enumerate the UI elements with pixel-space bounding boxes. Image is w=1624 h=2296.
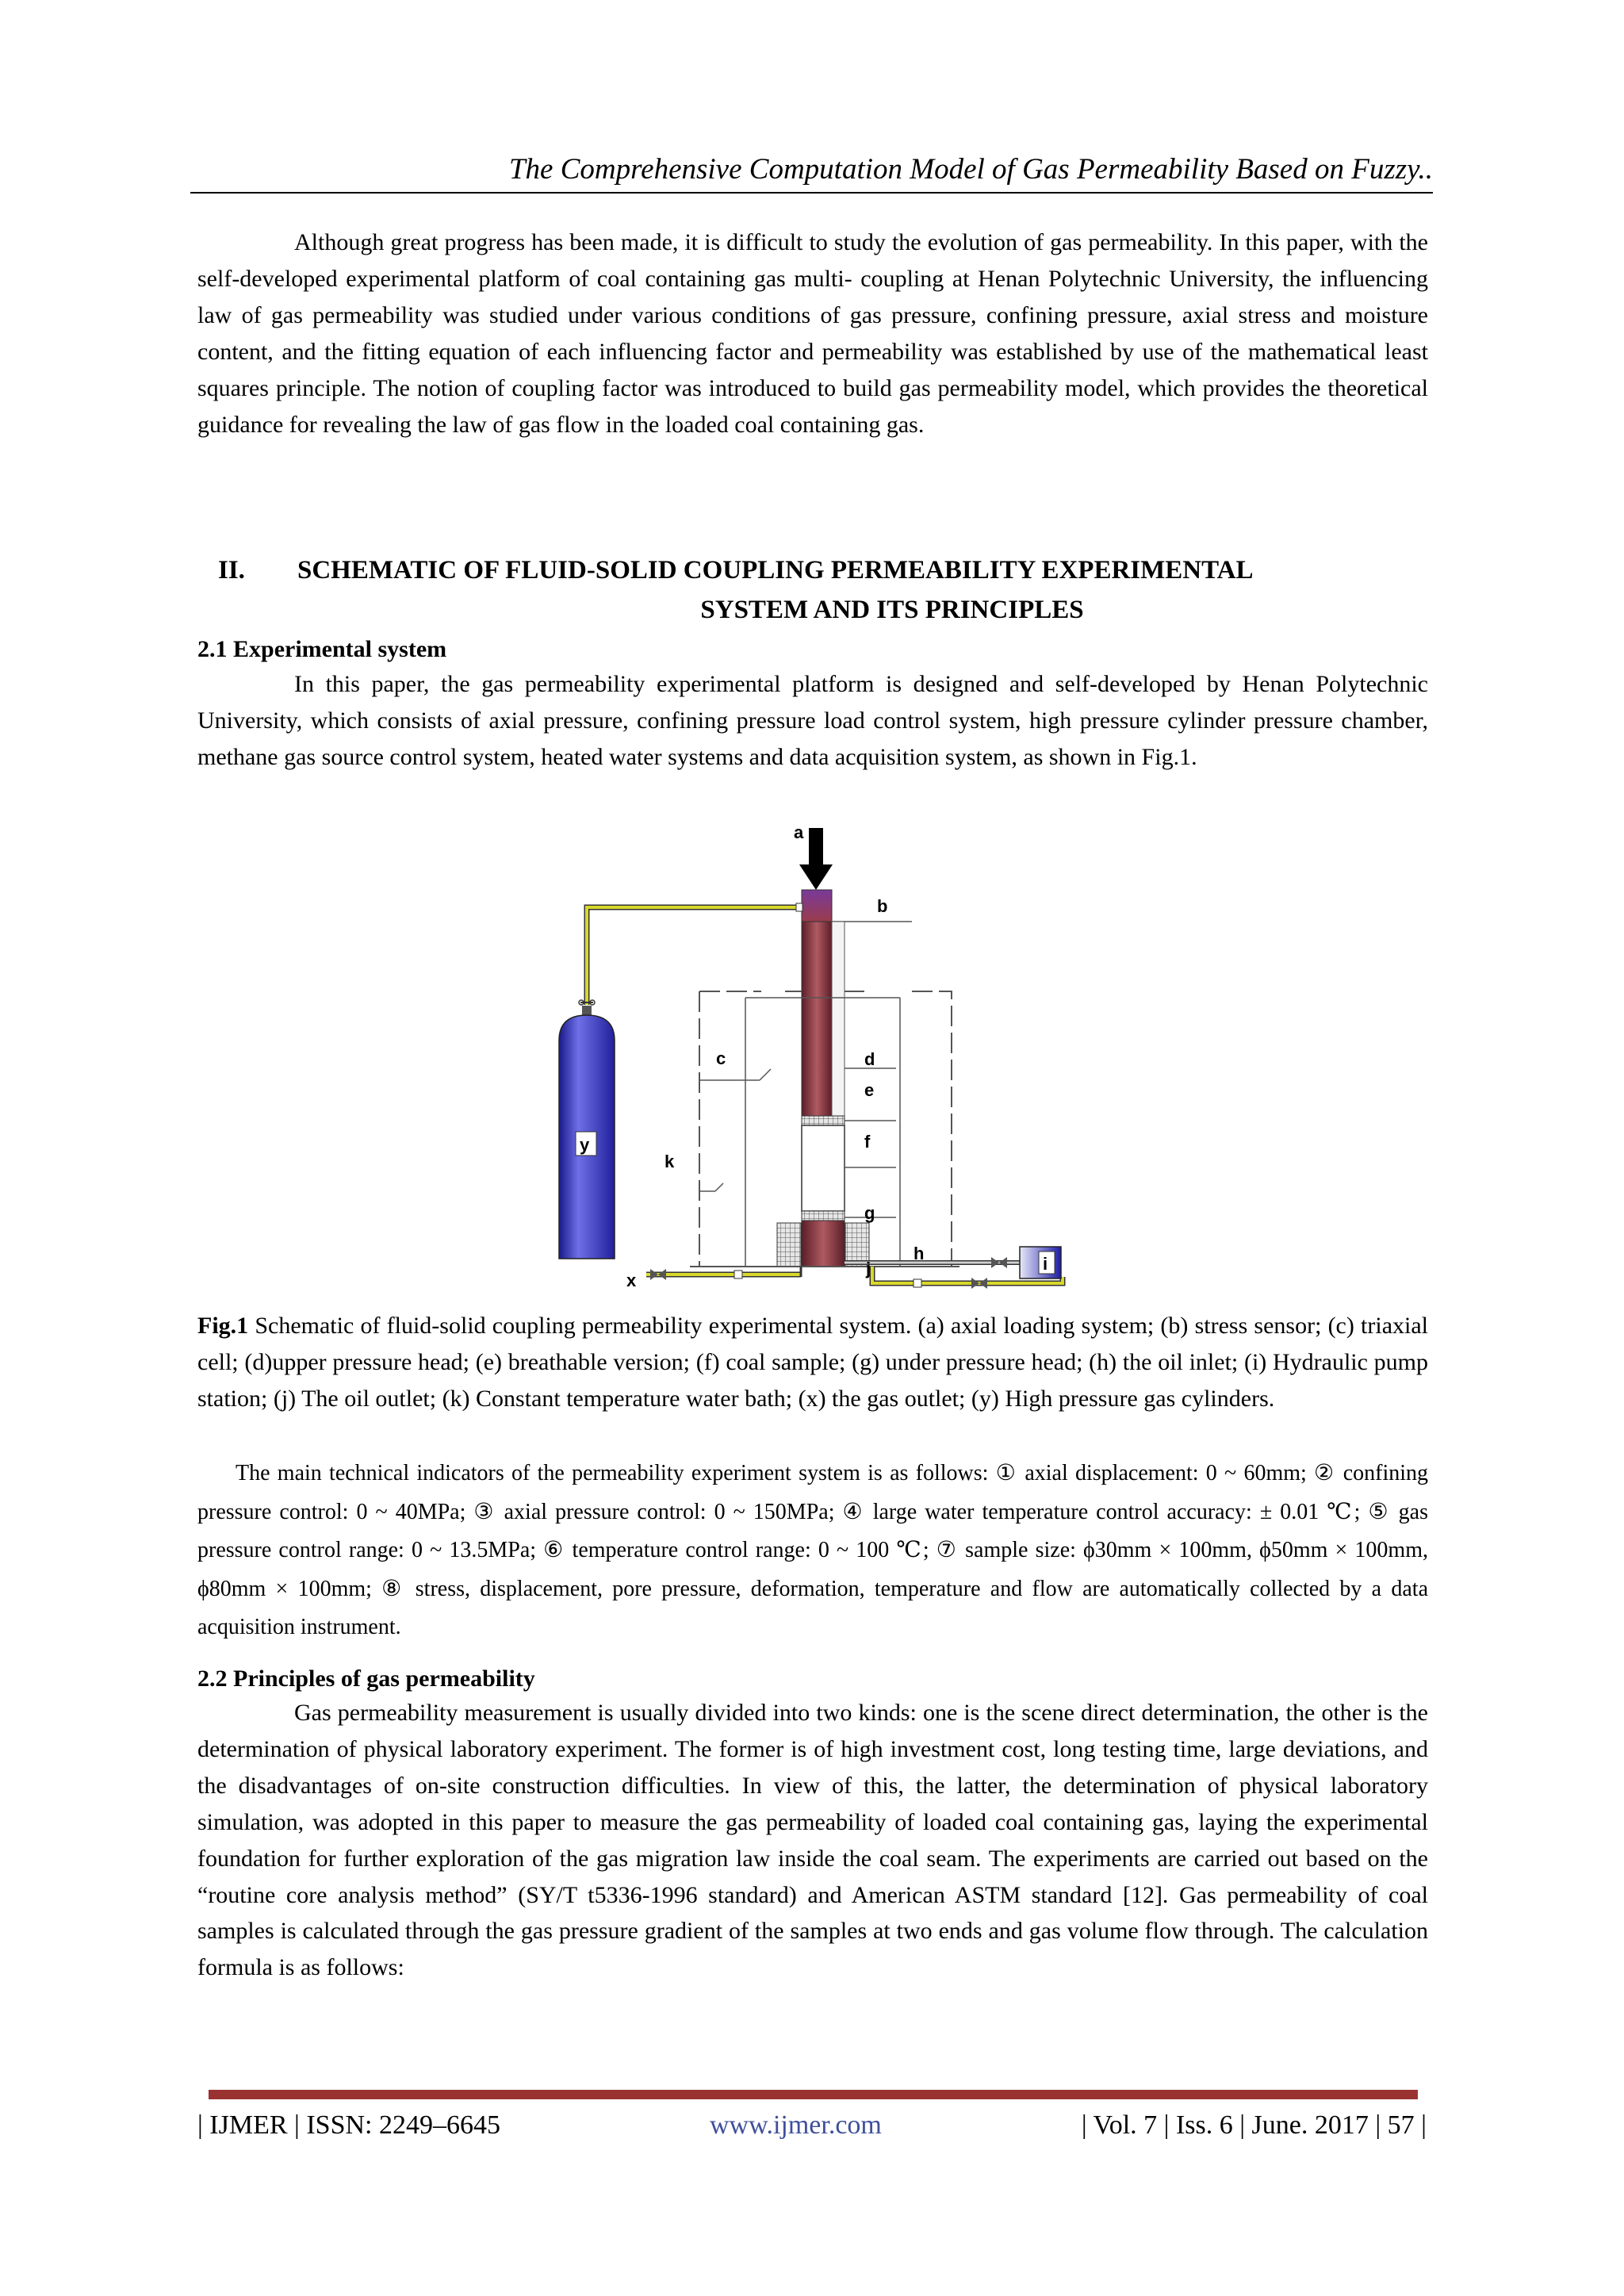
footer-rule xyxy=(209,2090,1418,2099)
label-e: e xyxy=(864,1080,875,1100)
section-2-heading xyxy=(197,550,1428,630)
gas-cylinder xyxy=(559,1000,615,1259)
intro-paragraph: Although great progress has been made, it is difficult to study the evolution of gas permeability. In this paper, with the self-developed experimental platform of coal containing gas multi- coupling at Henan Polytechnic University, the influencing law of gas permeability was studied under various conditions of gas pressure, confining pressure, axial stress and moisture content, and the fitting equation of each influencing factor and permeability was established by use of the mathematical least squares principle. The notion of coupling factor was introduced to build gas permeability model, which provides the theoretical guidance for revealing the law of gas flow in the loaded coal containing gas. xyxy=(197,229,1428,438)
footer-issue: | Vol. 7 | Iss. 6 | June. 2017 | 57 | xyxy=(1081,2110,1427,2140)
footer-journal: | IJMER | ISSN: 2249–6645 xyxy=(197,2110,500,2140)
label-d: d xyxy=(864,1049,875,1069)
label-h: h xyxy=(914,1244,925,1263)
coal-sample xyxy=(802,1125,845,1211)
axial-loading-arrow xyxy=(799,828,833,890)
label-j: j xyxy=(866,1259,871,1278)
upper-pressure-head xyxy=(802,922,832,1116)
figure-1-schematic xyxy=(547,818,1086,1306)
header-rule xyxy=(190,192,1433,194)
subsection-2-2-paragraph: Gas permeability measurement is usually divided into two kinds: one is the scene direct determination, the other is the determination of physical laboratory experiment. The former is of high investment cost, long testing time, large deviations, and the disadvantages of on-site construction difficulties. In view of this, the latter, the determination of physical laboratory simulation, was adopted in this paper to measure the gas permeability of loaded coal containing gas, laying the experimental foundation for further exploration of the gas migration law inside the coal seam. The experiments are carried out based on the “routine core analysis method” (SY/T t5336-1996 standard) and American ASTM standard [12]. Gas permeability of coal samples is calculated through the gas pressure gradient of the samples at two ends and gas volume flow through. The calculation formula is as follows: xyxy=(197,1700,1428,1981)
caption-label: Fig.1 xyxy=(197,1313,249,1339)
label-a: a xyxy=(794,822,804,842)
section-title-line1: SCHEMATIC OF FLUID-SOLID COUPLING PERMEABILITY EXPERIMENTAL xyxy=(297,556,1254,585)
label-g: g xyxy=(864,1203,875,1223)
label-f: f xyxy=(864,1132,871,1152)
subsection-2-2-heading: 2.2 Principles of gas permeability xyxy=(197,1665,535,1692)
label-k: k xyxy=(665,1152,675,1171)
label-y: y xyxy=(580,1135,590,1155)
label-c: c xyxy=(716,1048,726,1068)
caption-text: Schematic of fluid-solid coupling permeability experimental system. (a) axial loading system; (b) stress sensor; (c) triaxial cell; (d)upper pressure head; (e) breathable version; (f) coal sample; (g) under pressure head; (h) the oil inlet; (i) Hydraulic pump station; (j) The oil outlet; (k) Constant temperature water bath; (x) the gas outlet; (y) High pressure gas cylinders. xyxy=(197,1313,1428,1412)
indicators-paragraph: The main technical indicators of the permeability experiment system is as follows: ① axial displacement: 0 ~ 60mm; ② confining pressure control: 0 ~ 40MPa; ③ axial pressure control: 0 ~ 150MPa; ④ large water temperature control accuracy: ± 0.01 ℃; ⑤ gas pressure control range: 0 ~ 13.5MPa; ⑥ temperature control range: 0 ~ 100 ℃; ⑦ sample size: ϕ30mm × 100mm, ϕ50mm × 100mm, ϕ80mm × 100mm; ⑧ stress, displacement, pore pressure, deformation, temperature and flow are automatically collected by a data acquisition instrument. xyxy=(197,1461,1428,1639)
under-pressure-head xyxy=(802,1221,845,1267)
stress-sensor xyxy=(802,890,832,922)
label-b: b xyxy=(877,896,888,916)
gas-supply-pipe xyxy=(587,907,798,1005)
page-footer xyxy=(197,2106,1427,2145)
figure-1-caption xyxy=(197,1308,1428,1417)
running-header: The Comprehensive Computation Model of Gas Permeability Based on Fuzzy.. xyxy=(508,153,1433,186)
footer-website-link[interactable]: www.ijmer.com xyxy=(710,2110,882,2140)
label-x: x xyxy=(626,1271,637,1290)
subsection-2-1-heading: 2.1 Experimental system xyxy=(197,636,447,662)
section-number: II. xyxy=(218,556,245,585)
label-i: i xyxy=(1043,1254,1048,1274)
subsection-2-1-paragraph: In this paper, the gas permeability experimental platform is designed and self-developed by Henan Polytechnic University, which consists of axial pressure, confining pressure load control system, high pressure cylinder pressure chamber, methane gas source control system, heated water systems and data acquisition system, as shown in Fig.1. xyxy=(197,671,1428,770)
section-title-line2: SYSTEM AND ITS PRINCIPLES xyxy=(700,596,1084,624)
breathable-plate xyxy=(802,1116,845,1125)
